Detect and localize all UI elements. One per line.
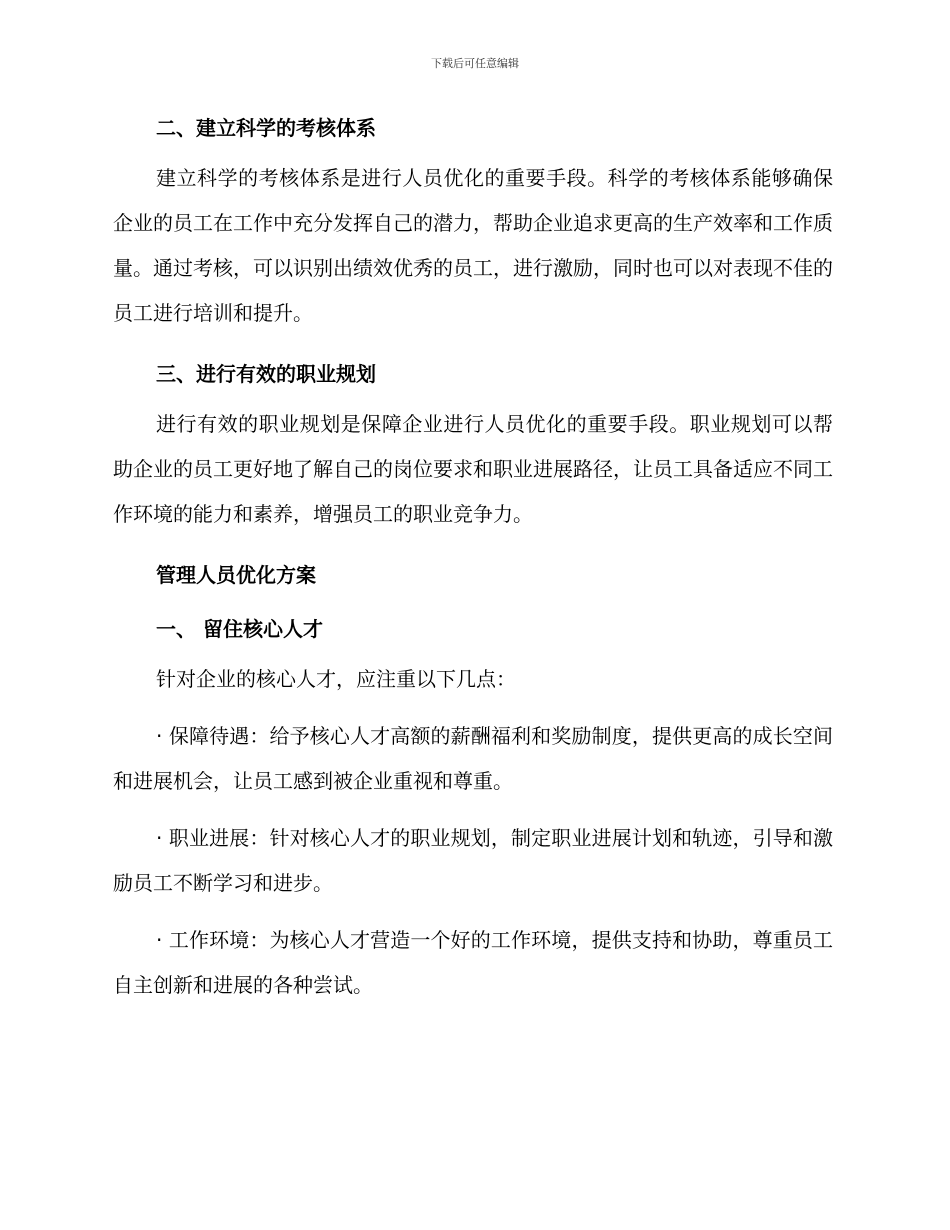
- paragraph-retain-intro: 针对企业的核心人才，应注重以下几点：: [156, 667, 516, 691]
- plan-title: 管理人员优化方案: [156, 563, 316, 587]
- document-body: [113, 112, 833, 1008]
- section-heading-assessment: 二、建立科学的考核体系: [156, 116, 376, 140]
- section-heading-retain-talent: 一、 留住核心人才: [156, 617, 323, 641]
- paragraph-career-planning: 进行有效的职业规划是保障企业进行人员优化的重要手段。职业规划可以帮助企业的员工更好地了解自己的岗位要求和职业进展路径，让员工具备适应不同工作环境的能力和素养，增强员工的职业竞争力。: [113, 412, 833, 526]
- bullet-work-environment: · 工作环境：为核心人才营造一个好的工作环境，提供支持和协助，尊重员工自主创新和进展的各种尝试。: [113, 928, 833, 997]
- bullet-compensation: · 保障待遇：给予核心人才高额的薪酬福利和奖励制度，提供更高的成长空间和进展机会，让员工感到被企业重视和尊重。: [113, 724, 833, 793]
- section-heading-career-planning: 三、进行有效的职业规划: [156, 362, 376, 386]
- header-note: 下载后可任意编辑: [431, 57, 519, 70]
- paragraph-assessment: 建立科学的考核体系是进行人员优化的重要手段。科学的考核体系能够确保企业的员工在工作中充分发挥自己的潜力，帮助企业追求更高的生产效率和工作质量。通过考核，可以识别出绩效优秀的员工，进行激励，同时也可以对表现不佳的员工进行培训和提升。: [113, 166, 833, 325]
- bullet-career-progress: · 职业进展：针对核心人才的职业规划，制定职业进展计划和轨迹，引导和激励员工不断学习和进步。: [113, 826, 833, 895]
